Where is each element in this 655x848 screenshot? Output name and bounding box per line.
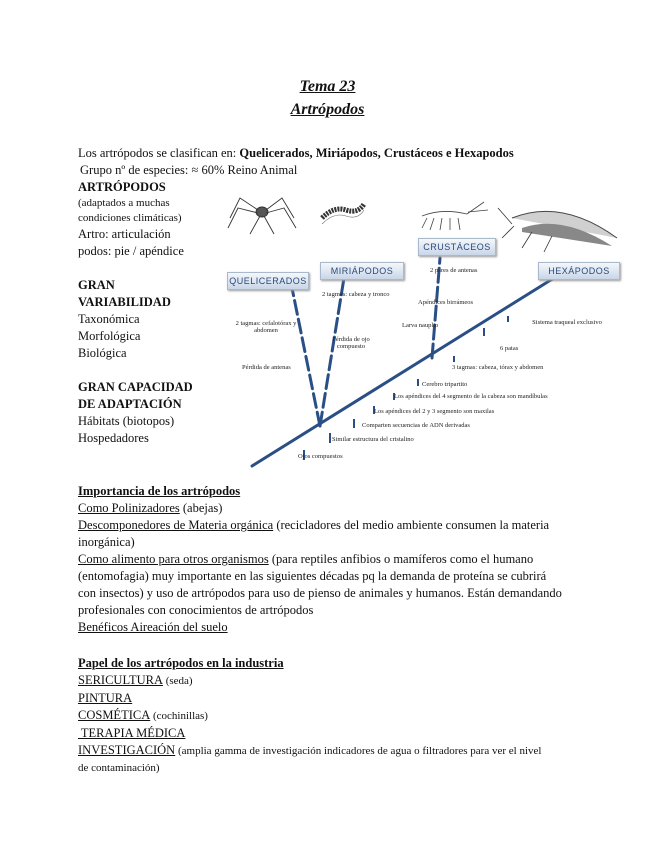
investigacion-note: (amplia gamma de investigación indicadores de agua o filtradores para ver el nivel	[175, 745, 542, 757]
industria-heading: Papel de los artrópodos en la industria	[78, 656, 284, 670]
heading-variabilidad: VARIABILIDAD	[78, 295, 171, 309]
descomponedores-note-cont: inorgánica)	[78, 535, 135, 549]
box-quelicerados: QUELICERADOS	[227, 272, 309, 290]
industria-item-terapia: TERAPIA MÉDICA	[78, 726, 186, 740]
importancia-item-polinizadores	[78, 500, 578, 517]
heading-gran: GRAN	[78, 278, 115, 292]
investigacion-note-cont: de contaminación)	[78, 762, 160, 774]
label-apendices4: Los apéndices del 4 segmento de la cabeza son mandíbulas	[394, 393, 548, 400]
branch-quelicerados	[292, 288, 320, 426]
label-adn: Comparten secuencias de ADN derivadas	[362, 422, 470, 429]
label-cerebro: Cerebro tripartito	[422, 381, 468, 388]
label-q-tagmas: 2 tagmas: cefalotórax y abdomen	[235, 320, 297, 334]
alimento-line4: profesionales con conocimientos de artrópodos	[78, 603, 314, 617]
label-m-ojo: Pérdida de ojo compuesto	[332, 336, 370, 350]
importancia-heading: Importancia de los artrópodos	[78, 484, 241, 498]
artro-definition: Artro: articulación	[78, 227, 171, 241]
adaptacion-block	[78, 379, 193, 447]
phylogeny-diagram	[222, 188, 632, 470]
var-morfologica: Morfológica	[78, 329, 141, 343]
investigacion-term: INVESTIGACIÓN	[78, 743, 176, 757]
box-miriapodos: MIRIÁPODOS	[320, 262, 404, 280]
adap-habitats: Hábitats (biotopos)	[78, 414, 175, 428]
var-taxonomica: Taxonómica	[78, 312, 140, 326]
descomponedores-note: (recicladores del medio ambiente consumen la materia	[273, 518, 550, 532]
spider-sketch-icon	[228, 198, 296, 234]
industria-item-pintura: PINTURA	[78, 691, 133, 705]
heading-capacidad: GRAN CAPACIDAD	[78, 380, 193, 394]
sericultura-note: (seda)	[162, 675, 193, 687]
descomponedores-term: Descomponedores de Materia orgánica	[78, 518, 274, 532]
industria-section	[78, 655, 578, 777]
heading-artropodos: ARTRÓPODOS	[78, 180, 166, 194]
label-q-antenas: Pérdida de antenas	[242, 364, 291, 371]
importancia-item-descomponedores	[78, 517, 578, 534]
adap-hospedadores: Hospedadores	[78, 431, 149, 445]
label-c-larva: Larva nauplio	[402, 322, 439, 329]
label-m-tagmas: 2 tagmas: cabeza y tronco	[322, 291, 390, 298]
box-crustaceos: CRUSTÁCEOS	[418, 238, 496, 256]
artropodos-sub2: condiciones climáticas)	[78, 212, 182, 224]
species-line: Grupo nº de especies: ≈ 60% Reino Animal	[80, 163, 298, 177]
intro-groups: Quelicerados, Miriápodos, Crustáceos e Hexapodos	[239, 146, 514, 160]
alimento-term: Como alimento para otros organismos	[78, 552, 269, 566]
topic-number: Tema 23	[299, 78, 356, 95]
importancia-item-alimento	[78, 551, 578, 568]
intro-line	[78, 146, 514, 161]
alimento-line2: (entomofagia) muy importante en las siguientes décadas pq la demanda de proteína se cubrirá	[78, 569, 547, 583]
importancia-item-beneficos: Benéficos Aireación del suelo	[78, 620, 228, 634]
branch-miriapodos	[320, 278, 344, 426]
polinizadores-term: Como Polinizadores	[78, 501, 180, 515]
left-column	[78, 179, 184, 260]
crustacean-sketch-icon	[422, 202, 488, 230]
variabilidad-block	[78, 277, 171, 362]
insect-sketch-icon	[498, 208, 617, 252]
label-c-apendices: Apéndices birrámeos	[418, 299, 474, 306]
page-title: Artrópodos	[290, 101, 365, 118]
industria-item-sericultura	[78, 672, 578, 690]
millipede-sketch-icon	[322, 204, 364, 224]
cosmetica-term: COSMÉTICA	[78, 708, 151, 722]
alimento-note: (para reptiles anfibios o mamíferos como el humano	[268, 552, 534, 566]
var-biologica: Biológica	[78, 346, 127, 360]
label-ojos: Ojos compuestos	[298, 453, 343, 460]
heading-adaptacion: DE ADAPTACIÓN	[78, 397, 182, 411]
industria-item-cosmetica	[78, 707, 578, 725]
label-c-antenas: 2 pares de antenas	[430, 267, 478, 274]
importancia-section	[78, 483, 578, 636]
label-h-patas: 6 patas	[500, 345, 519, 352]
sericultura-term: SERICULTURA	[78, 673, 163, 687]
podos-definition: podos: pie / apéndice	[78, 244, 184, 258]
cosmetica-note: (cochinillas)	[150, 710, 208, 722]
label-cristalino: Similar estructura del cristalino	[332, 436, 414, 443]
box-hexapodos: HEXÁPODOS	[538, 262, 620, 280]
intro-prefix: Los artrópodos se clasifican en:	[78, 146, 240, 160]
polinizadores-note: (abejas)	[179, 501, 223, 515]
alimento-line3: con insectos) y uso de artrópodos para uso de pienso de animales y humanos. Están demandando	[78, 586, 562, 600]
label-h-tagmas: 3 tagmas: cabeza, tórax y abdomen	[452, 364, 544, 371]
label-apendices23: Los apéndices del 2 y 3 segmento son maxilas	[374, 408, 495, 415]
industria-item-investigacion	[78, 742, 578, 760]
label-h-sistema: Sistema traqueal exclusivo	[532, 319, 602, 326]
artropodos-sub1: (adaptados a muchas	[78, 197, 170, 209]
